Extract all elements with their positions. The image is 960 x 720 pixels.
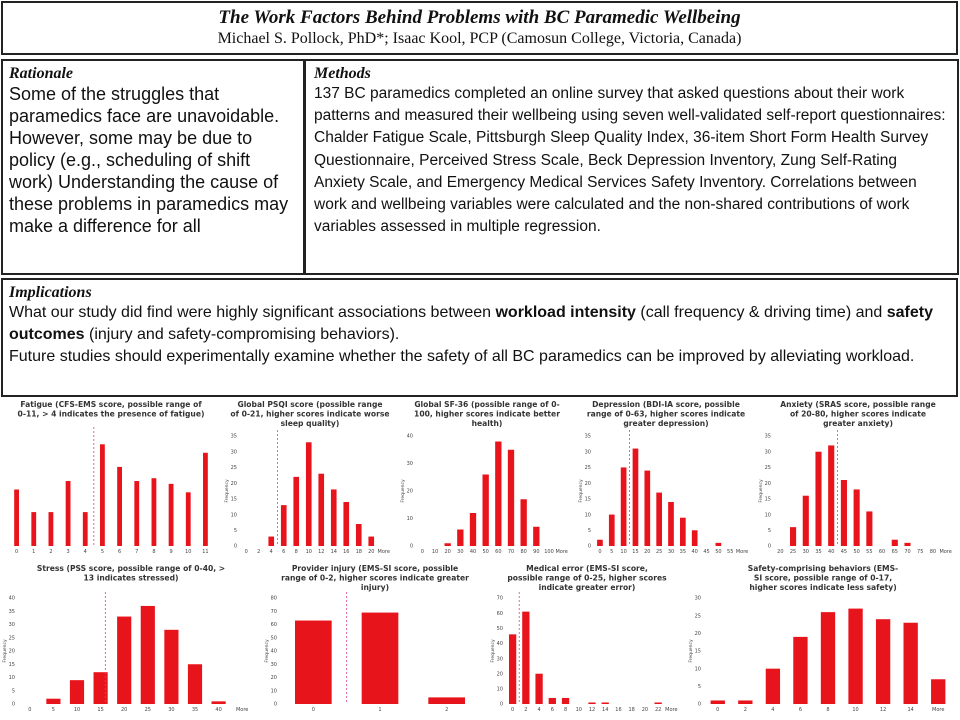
y-tick-label: 30 xyxy=(8,622,15,629)
x-tick-label: 2 xyxy=(524,707,528,713)
y-tick-label: 20 xyxy=(694,631,701,638)
y-tick-label: 50 xyxy=(496,625,503,632)
bar xyxy=(904,543,910,546)
bar xyxy=(318,474,324,546)
y-tick-label: 10 xyxy=(764,512,771,519)
y-tick-label: 25 xyxy=(694,613,701,620)
chart-title-line: health) xyxy=(471,419,503,428)
bar xyxy=(656,493,662,546)
chart-6 xyxy=(2,564,248,713)
x-tick-label: 5 xyxy=(100,549,105,555)
bar xyxy=(428,697,465,704)
y-tick-label: 0 xyxy=(11,701,15,708)
bar xyxy=(117,617,131,704)
bar xyxy=(49,512,54,546)
y-tick-label: 10 xyxy=(496,686,503,693)
x-tick-label: 11 xyxy=(202,549,209,555)
bar xyxy=(31,512,36,546)
x-tick-label: 20 xyxy=(641,707,649,713)
x-tick-label: 55 xyxy=(727,549,734,555)
x-tick-label: 4 xyxy=(269,549,273,555)
x-tick-label: 10 xyxy=(431,549,439,555)
x-tick-label: 40 xyxy=(215,707,222,713)
bar xyxy=(644,471,650,546)
y-tick-label: 15 xyxy=(230,496,237,503)
bar xyxy=(621,467,627,546)
chart-title-line: Anxiety (SRAS score, possible range xyxy=(780,400,936,409)
rationale-text: Some of the struggles that paramedics face are unavoidable. However, some may be due to policy (e.g., scheduling of shift work) Understanding the cause of these problems in paramedics may make a difference for all xyxy=(9,84,289,236)
bar xyxy=(790,527,796,546)
y-tick-label: 40 xyxy=(496,641,503,648)
bar xyxy=(169,484,174,546)
x-tick-label: 4 xyxy=(83,549,87,555)
x-tick-label: 0 xyxy=(311,707,315,713)
bar xyxy=(904,623,918,704)
y-tick-label: 0 xyxy=(499,701,503,708)
y-tick-label: 0 xyxy=(409,543,413,550)
bar xyxy=(841,480,847,546)
chart-title-line: indicate greater error) xyxy=(538,583,636,592)
safety-outcomes-highlight: safety outcomes xyxy=(9,304,933,343)
chart-7 xyxy=(264,564,469,713)
x-tick-label: 70 xyxy=(507,549,515,555)
bar xyxy=(445,543,451,546)
x-tick-label: 5 xyxy=(610,549,614,555)
chart-title-line: sleep quality) xyxy=(280,419,340,428)
y-tick-label: 30 xyxy=(230,449,237,456)
x-tick-label: 0 xyxy=(14,549,19,555)
x-tick-label: 8 xyxy=(563,707,568,713)
chart-title-line: Global SF-36 (possible range of 0- xyxy=(414,400,560,409)
x-tick-label: 4 xyxy=(537,707,541,713)
y-tick-label: 35 xyxy=(584,433,591,440)
bar xyxy=(803,496,809,546)
y-tick-label: 5 xyxy=(697,684,701,691)
bar xyxy=(164,630,178,704)
y-tick-label: 20 xyxy=(584,480,591,487)
y-tick-label: 30 xyxy=(764,449,771,456)
y-tick-label: 40 xyxy=(406,433,413,440)
x-tick-label: 18 xyxy=(355,549,362,555)
bar xyxy=(892,540,898,546)
y-tick-label: 0 xyxy=(697,701,701,708)
x-tick-label: 2 xyxy=(49,549,53,555)
x-tick-label: 0 xyxy=(420,549,424,555)
bar xyxy=(293,477,299,546)
y-axis-label: Frequency xyxy=(759,479,764,503)
chart-title-line: 0-11, > 4 indicates the presence of fatigue) xyxy=(17,409,205,419)
x-tick-label: 25 xyxy=(789,549,797,555)
x-tick-label: 10 xyxy=(73,707,81,713)
histogram-panel xyxy=(0,398,960,720)
x-tick-label: 30 xyxy=(457,549,464,555)
x-tick-label: 15 xyxy=(97,707,104,713)
chart-title-line: range of 0-2, higher scores indicate greater xyxy=(281,573,469,583)
y-tick-label: 10 xyxy=(406,516,413,523)
x-tick-label: 3 xyxy=(66,549,70,555)
chart-5 xyxy=(758,400,952,555)
x-tick-label: 6 xyxy=(282,549,286,555)
chart-title-line: 100, higher scores indicate better xyxy=(414,409,560,419)
bar xyxy=(866,511,872,546)
x-tick-label: 35 xyxy=(679,549,687,555)
x-tick-label: 10 xyxy=(305,549,312,555)
bar xyxy=(100,444,105,546)
x-tick-label: 12 xyxy=(879,707,887,713)
chart-title-line: of 20-80, higher scores indicate xyxy=(789,409,927,419)
bar xyxy=(306,442,312,546)
x-tick-label: More xyxy=(665,707,678,713)
x-tick-label: 2 xyxy=(257,549,261,555)
x-tick-label: More xyxy=(377,549,390,555)
bar xyxy=(212,701,226,704)
y-tick-label: 70 xyxy=(496,595,503,602)
bar xyxy=(508,450,514,546)
chart-8 xyxy=(490,564,678,713)
x-tick-label: More xyxy=(939,549,952,555)
y-tick-label: 50 xyxy=(270,635,277,642)
bar xyxy=(457,530,463,547)
y-tick-label: 15 xyxy=(584,496,591,503)
x-tick-label: 80 xyxy=(520,549,527,555)
y-axis-label: Frequency xyxy=(491,639,496,663)
implications-paragraph-1 xyxy=(9,302,950,346)
chart-title-line: greater anxiety) xyxy=(823,419,893,428)
bar xyxy=(268,537,274,546)
bar xyxy=(356,524,362,546)
bar xyxy=(680,518,686,546)
x-tick-label: 16 xyxy=(343,549,350,555)
x-tick-label: More xyxy=(932,707,945,713)
x-tick-label: 40 xyxy=(469,549,477,555)
chart-2 xyxy=(224,400,390,555)
y-tick-label: 10 xyxy=(694,666,701,673)
x-tick-label: 35 xyxy=(815,549,822,555)
y-tick-label: 40 xyxy=(8,595,15,602)
x-tick-label: 5 xyxy=(51,707,55,713)
y-tick-label: 10 xyxy=(270,688,277,695)
x-tick-label: 20 xyxy=(644,549,651,555)
bar xyxy=(509,634,516,704)
y-tick-label: 25 xyxy=(584,465,591,472)
bar xyxy=(188,664,202,704)
poster-title: The Work Factors Behind Problems with BC Paramedic Wellbeing xyxy=(218,7,741,28)
y-tick-label: 0 xyxy=(273,701,277,708)
bar xyxy=(134,481,139,546)
bar xyxy=(533,527,539,546)
x-tick-label: 0 xyxy=(598,549,602,555)
y-tick-label: 15 xyxy=(8,661,15,668)
bar xyxy=(692,530,698,546)
methods-section xyxy=(304,59,959,275)
y-tick-label: 5 xyxy=(767,527,771,534)
x-tick-label: 12 xyxy=(318,549,325,555)
x-tick-label: 70 xyxy=(904,549,911,555)
y-tick-label: 5 xyxy=(587,527,591,534)
bar xyxy=(152,478,157,546)
y-tick-label: 35 xyxy=(8,608,15,615)
chart-4 xyxy=(578,400,748,555)
y-tick-label: 20 xyxy=(230,480,237,487)
y-tick-label: 20 xyxy=(406,488,413,495)
bar xyxy=(470,513,476,546)
x-tick-label: 1 xyxy=(32,549,36,555)
bar xyxy=(331,489,337,546)
x-tick-label: 50 xyxy=(715,549,722,555)
y-tick-label: 30 xyxy=(406,461,413,468)
bar xyxy=(521,499,527,546)
x-tick-label: 30 xyxy=(667,549,675,555)
y-tick-label: 60 xyxy=(270,622,277,629)
y-tick-label: 25 xyxy=(230,465,237,472)
x-tick-label: 20 xyxy=(368,549,375,555)
x-tick-label: 25 xyxy=(144,707,151,713)
chart-title-line: Global PSQI score (possible range xyxy=(237,400,383,409)
implications-text-a: What our study did find were highly significant associations between xyxy=(9,304,496,321)
x-tick-label: More xyxy=(735,549,749,555)
implications-section xyxy=(1,278,958,397)
bar xyxy=(483,475,489,547)
bar xyxy=(609,515,615,546)
rationale-section xyxy=(1,59,305,275)
bar xyxy=(931,679,945,704)
bar xyxy=(535,674,542,704)
bar xyxy=(815,452,821,546)
y-tick-label: 15 xyxy=(764,496,771,503)
x-tick-label: 10 xyxy=(575,707,582,713)
x-tick-label: 18 xyxy=(628,707,635,713)
bar xyxy=(716,543,722,546)
x-tick-label: 60 xyxy=(878,549,886,555)
x-tick-label: 0 xyxy=(28,707,32,713)
y-tick-label: 30 xyxy=(270,661,277,668)
y-tick-label: 20 xyxy=(764,480,771,487)
bar xyxy=(141,606,155,704)
x-tick-label: 8 xyxy=(152,549,156,555)
x-tick-label: More xyxy=(235,707,249,713)
x-tick-label: 2 xyxy=(743,707,747,713)
chart-title-line: of 0-21, higher scores indicate worse xyxy=(230,409,390,419)
x-tick-label: 30 xyxy=(802,549,809,555)
x-tick-label: 100 xyxy=(544,549,554,555)
bar xyxy=(495,442,501,547)
bar xyxy=(602,702,609,704)
x-tick-label: 0 xyxy=(716,707,720,713)
bar xyxy=(766,669,780,704)
methods-text: 137 BC paramedics completed an online survey that asked questions about their work patterns and measured their wellbeing using seven well-validated self-report questionnaires: Chalder Fatigue Scale, Pittsburgh Sleep Quality Index, 36-item Short Form Health Survey Questionnaire, Perceived Stress Scale, Beck Depression Inventory, Zung Self-Rating Anxiety Scale, and Emergency Medical Services Safety Inventory. Correlations between work and wellbeing variables were calculated and the non-shared contributions of work variables assessed in multiple regression. xyxy=(314,85,946,236)
x-tick-label: 35 xyxy=(191,707,199,713)
chart-9 xyxy=(688,564,945,713)
x-tick-label: 15 xyxy=(632,549,639,555)
methods-heading: Methods xyxy=(314,65,371,82)
y-tick-label: 80 xyxy=(270,595,277,602)
y-tick-label: 35 xyxy=(230,433,237,440)
y-tick-label: 25 xyxy=(764,465,771,472)
y-tick-label: 70 xyxy=(270,608,277,615)
x-tick-label: 30 xyxy=(168,707,175,713)
x-tick-label: 45 xyxy=(840,549,848,555)
implications-text-c: (injury and safety-compromising behaviors). xyxy=(84,326,400,343)
chart-title-line: injury) xyxy=(360,583,390,592)
x-tick-label: 9 xyxy=(169,549,173,555)
bar xyxy=(668,502,674,546)
y-tick-label: 35 xyxy=(764,433,771,440)
x-tick-label: 6 xyxy=(550,707,554,713)
chart-3 xyxy=(400,400,568,555)
y-axis-label: Frequency xyxy=(3,639,8,663)
x-tick-label: 10 xyxy=(852,707,859,713)
y-tick-label: 20 xyxy=(270,675,277,682)
chart-title-line: higher scores indicate less safety) xyxy=(749,583,897,592)
bar xyxy=(83,512,88,546)
bar xyxy=(522,612,529,704)
chart-title-line: Safety-comprising behaviors (EMS- xyxy=(747,564,899,573)
bar xyxy=(14,490,19,547)
y-tick-label: 30 xyxy=(496,656,503,663)
poster-authors: Michael S. Pollock, PhD*; Isaac Kool, PCP (Camosun College, Victoria, Canada) xyxy=(217,30,742,47)
bar xyxy=(295,621,332,704)
implications-paragraph-2: Future studies should experimentally examine whether the safety of all BC paramedics can be improved by alleviating workload. xyxy=(9,348,915,365)
bar xyxy=(793,637,807,704)
y-tick-label: 30 xyxy=(694,595,701,602)
x-tick-label: 7 xyxy=(135,549,139,555)
bar xyxy=(738,700,752,704)
y-tick-label: 15 xyxy=(694,648,701,655)
y-axis-label: Frequency xyxy=(225,479,230,503)
chart-title-line: possible range of 0-25, higher scores xyxy=(507,573,667,583)
x-tick-label: 14 xyxy=(602,707,609,713)
bar xyxy=(343,502,349,546)
y-tick-label: 10 xyxy=(584,512,591,519)
title-box xyxy=(1,1,958,55)
x-tick-label: 20 xyxy=(777,549,784,555)
y-axis-label: Frequency xyxy=(265,639,270,663)
y-tick-label: 0 xyxy=(587,543,591,550)
implications-text-b: (call frequency & driving time) and xyxy=(635,304,887,321)
bar xyxy=(597,540,603,546)
x-tick-label: 20 xyxy=(444,549,451,555)
x-tick-label: More xyxy=(555,549,568,555)
x-tick-label: 14 xyxy=(330,549,337,555)
chart-title-line: 13 indicates stressed) xyxy=(83,573,179,583)
x-tick-label: 1 xyxy=(378,707,382,713)
bar xyxy=(848,609,862,704)
y-tick-label: 0 xyxy=(233,543,237,550)
bar xyxy=(203,453,208,546)
bar xyxy=(117,467,122,546)
x-tick-label: 8 xyxy=(826,707,830,713)
x-tick-label: 12 xyxy=(588,707,596,713)
chart-title-line: SI score, possible range of 0-17, xyxy=(753,573,893,583)
x-tick-label: 45 xyxy=(703,549,710,555)
chart-title-line: Stress (PSS score, possible range of 0-40, > xyxy=(36,564,226,573)
x-tick-label: 0 xyxy=(244,549,248,555)
x-tick-label: 10 xyxy=(185,549,192,555)
bar xyxy=(70,680,84,704)
chart-1 xyxy=(14,400,208,555)
x-tick-label: 16 xyxy=(615,707,622,713)
x-tick-label: 6 xyxy=(798,707,803,713)
x-tick-label: 2 xyxy=(445,707,449,713)
y-tick-label: 0 xyxy=(767,543,771,550)
x-tick-label: 22 xyxy=(654,707,662,713)
x-tick-label: 80 xyxy=(929,549,937,555)
x-tick-label: 40 xyxy=(828,549,835,555)
x-tick-label: 14 xyxy=(907,707,914,713)
y-tick-label: 5 xyxy=(11,688,15,695)
x-tick-label: 25 xyxy=(655,549,663,555)
x-tick-label: 4 xyxy=(771,707,775,713)
x-tick-label: 6 xyxy=(117,549,122,555)
y-tick-label: 5 xyxy=(233,527,237,534)
x-tick-label: 0 xyxy=(511,707,515,713)
y-tick-label: 40 xyxy=(270,648,277,655)
workload-intensity-highlight: workload intensity xyxy=(495,304,636,321)
x-tick-label: 50 xyxy=(853,549,860,555)
chart-title-line: greater depression) xyxy=(623,419,709,428)
bar xyxy=(821,612,835,704)
y-axis-label: Frequency xyxy=(689,639,694,663)
y-tick-label: 30 xyxy=(584,449,591,456)
x-tick-label: 20 xyxy=(121,707,128,713)
x-tick-label: 60 xyxy=(495,549,502,555)
y-tick-label: 20 xyxy=(8,648,15,655)
x-tick-label: 75 xyxy=(917,549,924,555)
x-tick-label: 40 xyxy=(691,549,698,555)
bar xyxy=(562,698,569,704)
y-axis-label: Frequency xyxy=(579,479,584,503)
x-tick-label: 8 xyxy=(294,549,298,555)
chart-title-line: Depression (BDI-IA score, possible xyxy=(592,400,740,409)
chart-title-line: Fatigue (CFS-EMS score, possible range of xyxy=(20,400,202,409)
bar xyxy=(281,505,287,546)
histograms-svg xyxy=(0,398,960,720)
bar xyxy=(549,698,556,704)
y-tick-label: 20 xyxy=(496,671,503,678)
bar xyxy=(362,613,399,704)
bar xyxy=(655,702,662,704)
x-tick-label: 50 xyxy=(482,549,489,555)
bar xyxy=(711,700,725,704)
y-tick-label: 60 xyxy=(496,610,503,617)
bar xyxy=(368,537,374,546)
bar xyxy=(854,489,860,546)
chart-title-line: Medical error (EMS-SI score, xyxy=(526,564,648,573)
bar xyxy=(66,481,71,546)
x-tick-label: 55 xyxy=(866,549,873,555)
x-tick-label: 65 xyxy=(891,549,898,555)
bar xyxy=(588,702,595,704)
bar xyxy=(876,619,890,704)
x-tick-label: 10 xyxy=(620,549,627,555)
bar xyxy=(46,699,60,704)
bar xyxy=(828,445,834,546)
rationale-heading: Rationale xyxy=(9,65,74,82)
x-tick-label: 90 xyxy=(533,549,540,555)
bar xyxy=(186,492,191,546)
y-tick-label: 10 xyxy=(230,512,237,519)
bar xyxy=(633,449,639,546)
y-tick-label: 10 xyxy=(8,675,15,682)
chart-title-line: Provider injury (EMS-SI score, possible xyxy=(291,564,459,573)
chart-title-line: range of 0-63, higher scores indicate xyxy=(586,409,746,419)
implications-heading: Implications xyxy=(9,284,92,301)
y-tick-label: 25 xyxy=(8,635,15,642)
y-axis-label: Frequency xyxy=(401,479,406,503)
